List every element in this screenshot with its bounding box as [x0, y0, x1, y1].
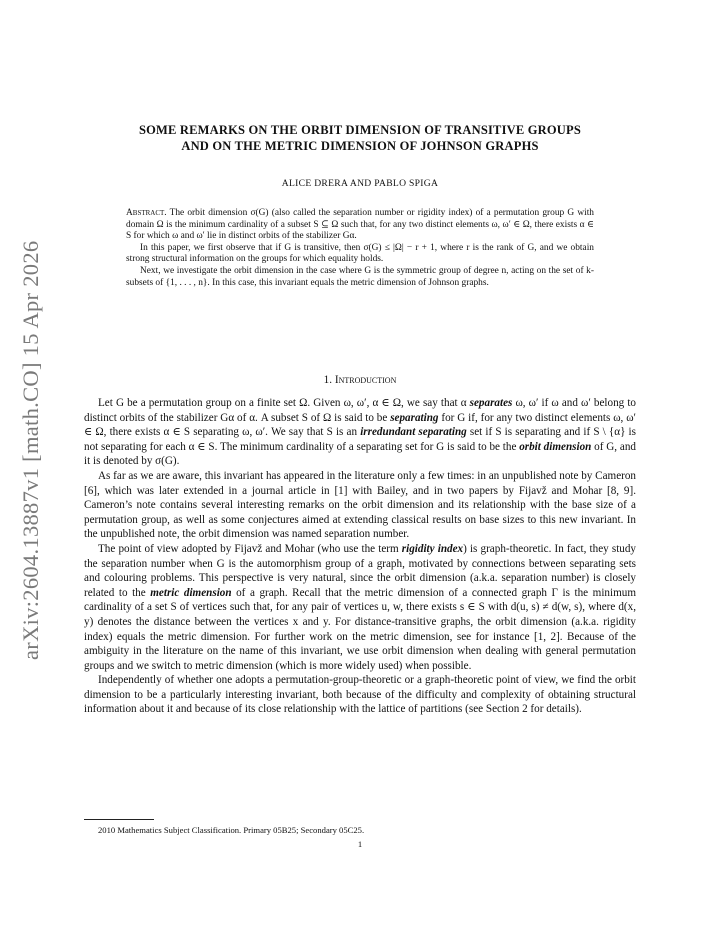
title-line-2: AND ON THE METRIC DIMENSION OF JOHNSON GRAPHS [181, 139, 539, 153]
section-number: 1. [323, 374, 333, 386]
abstract-paragraph-3: Next, we investigate the orbit dimension in the case where G is the symmetric group of degree n, acting on the set of k-subsets of {1, . . . , n}. In this case, this invariant equals the metric dimension of Johnson graphs. [126, 265, 594, 288]
text-run: of G, and it is denoted by σ(G). [84, 440, 636, 468]
introduction-body [84, 396, 636, 717]
abstract-paragraph-2: In this paper, we first observe that if G is transitive, then σ(G) ≤ |Ω| − r + 1, where r is the rank of G, and we obtain strong structural information on the groups for which equality holds. [126, 242, 594, 265]
body-paragraph-4: Independently of whether one adopts a permutation-group-theoretic or a graph-theoretic point of view, we find the orbit dimension to be a particularly interesting invariant, both because of the difficulty and complexity of obtaining structural information about it and because of its close relationship with the lattice of partitions (see Section 2 for details). [84, 674, 636, 716]
abstract-label: Abstract. [126, 208, 167, 218]
defined-term: irredundant separating [360, 426, 467, 439]
section-title: Introduction [334, 374, 397, 386]
text-run: Let G be a permutation group on a finite set Ω. Given ω, ω′, α ∈ Ω, we say that α [98, 397, 470, 409]
text-run: The point of view adopted by Fijavž and Mohar (who use the term [98, 542, 402, 555]
abstract-text-1: The orbit dimension σ(G) (also called the separation number or rigidity index) of a permutation group G with domain Ω is the minimum cardinality of a subset S ⊆ Ω such that, for any two distinct elements ω, ω′ ∈ Ω, there exists α ∈ S for which ω and ω′ lie in distinct orbits of the stabilizer Gα. [126, 208, 594, 242]
abstract-paragraph-1 [126, 208, 594, 243]
abstract [126, 208, 594, 289]
defined-term: rigidity index [401, 542, 464, 555]
text-run: for G if, for any two distinct elements ω, ω′ ∈ Ω, there exists α ∈ S separating ω, ω′. We say that S is an [84, 411, 636, 439]
body-paragraph-2: As far as we are aware, this invariant has appeared in the literature only a few times: in an unpublished note by Cameron [6], which was later extended in a journal article in [1] with Bailey, and in two papers by Fijavž and Mohar [8, 9]. Cameron’s note contains several interesting remarks on the orbit dimension and its relationship with the base size of a permutation group, as well as some conjectures aimed at extending classical results on base sizes to this new invariant. In the unpublished note, the orbit dimension was named separation number. [84, 469, 636, 541]
defined-term: separates [469, 397, 513, 409]
section-heading [84, 374, 636, 386]
text-run: of a graph. Recall that the metric dimension of a connected graph Γ is the minimum cardinality of a set S of vertices such that, for any pair of vertices u, w, there exists s ∈ S with d(u, s) ≠ d(w, s), where d(x, y) denotes the distance between the vertices x and y. For distance-transitive graphs, the orbit dimension (a.k.a. rigidity index) equals the metric dimension. For further work on the metric dimension, see for instance [1, 2]. Because of the ambiguity in the literature on the name of this invariant, we use orbit dimension when dealing with general permutation groups and we switch to metric dimension (which is more widely used) when possible. [84, 586, 637, 672]
title-line-1: SOME REMARKS ON THE ORBIT DIMENSION OF TRANSITIVE GROUPS [138, 123, 582, 137]
authors: ALICE DRERA AND PABLO SPIGA [281, 178, 439, 189]
arxiv-identifier: arXiv:2604.13887v1 [math.CO] 15 Apr 2026 [18, 240, 43, 660]
page-number: 1 [357, 839, 363, 849]
footnote: 2010 Mathematics Subject Classification. Primary 05B25; Secondary 05C25. [98, 825, 365, 835]
body-paragraph-1 [84, 396, 636, 469]
defined-term: separating [390, 411, 439, 424]
defined-term: metric dimension [150, 586, 232, 599]
footnote-rule [84, 819, 154, 820]
text-run: ω, ω′ if ω and ω′ belong to distinct orbits of the stabilizer Gα of α. A subset S of Ω is said to be [84, 397, 636, 424]
defined-term: orbit dimension [519, 440, 592, 453]
body-paragraph-3 [84, 542, 636, 673]
text-run: ) is graph-theoretic. In fact, they study the separation number when G is the automorphism group of a graph, motivated by connections between separating sets and colouring problems. This perspective is very natural, since the orbit dimension (a.k.a. separation number) is closely related to the [84, 542, 636, 599]
paper-title [84, 122, 636, 154]
text-run: set if S is separating and if S \ {α} is not separating for each α ∈ S. The minimum cardinality of a separating set for G is said to be the [84, 426, 636, 453]
